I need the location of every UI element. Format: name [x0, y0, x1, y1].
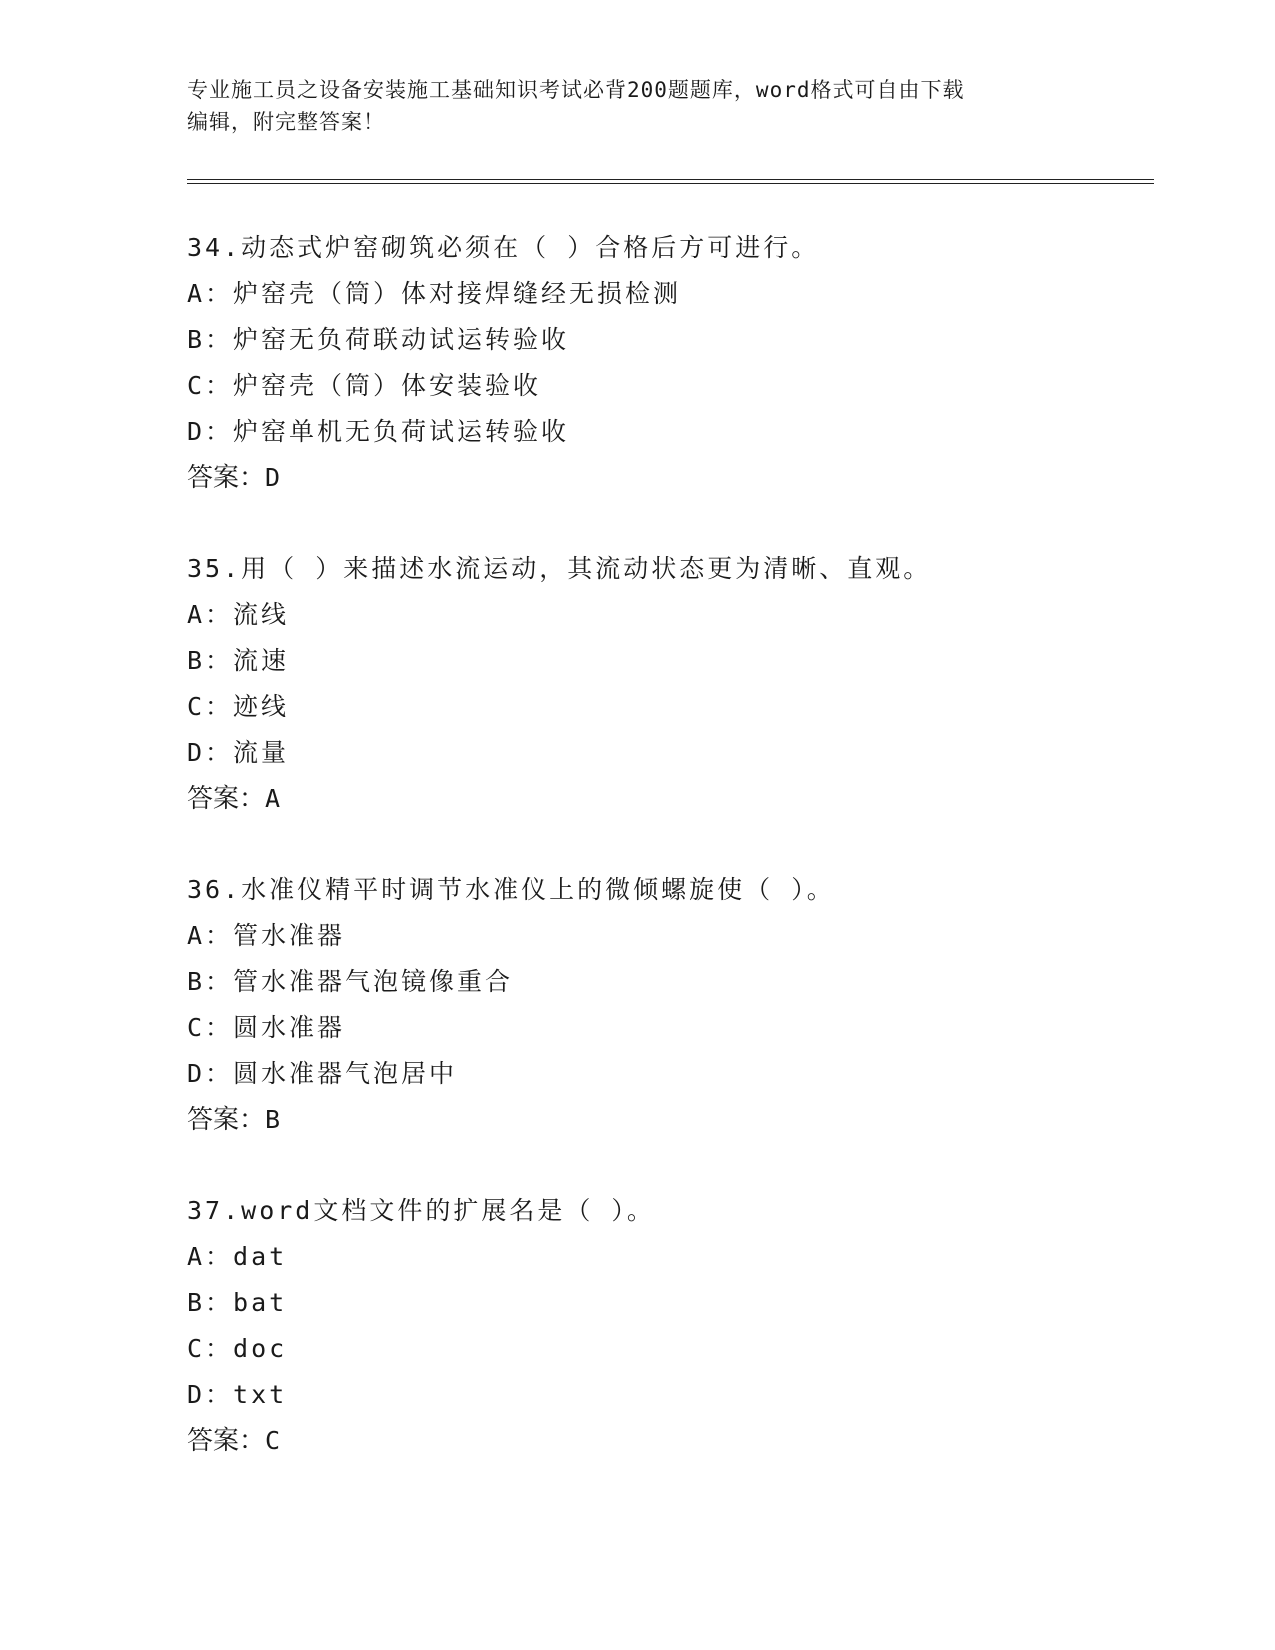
- option-b: B：流速: [187, 646, 290, 675]
- question-stem: 36.水准仪精平时调节水准仪上的微倾螺旋使（ ）。: [187, 875, 835, 904]
- option-d: D：炉窑单机无负荷试运转验收: [187, 417, 570, 446]
- question-stem: 35.用（ ）来描述水流运动，其流动状态更为清晰、直观。: [187, 554, 932, 583]
- header-divider-top: [187, 179, 1154, 180]
- question-35: [187, 546, 1187, 822]
- option-c: C：迹线: [187, 692, 290, 721]
- question-37: [187, 1188, 1187, 1464]
- option-d: D：圆水准器气泡居中: [187, 1059, 458, 1088]
- option-d: D：txt: [187, 1380, 288, 1409]
- document-header: [187, 74, 1087, 138]
- answer-value: A: [265, 784, 281, 813]
- header-divider-bottom: [187, 183, 1154, 184]
- answer-value: D: [265, 463, 281, 492]
- answer-label: 答案：: [187, 463, 266, 493]
- option-a: A：管水准器: [187, 921, 346, 950]
- answer: [187, 455, 1187, 501]
- answer-label: 答案：: [187, 1105, 266, 1135]
- question-36: [187, 867, 1187, 1143]
- answer-value: C: [265, 1426, 281, 1455]
- question-34: [187, 225, 1187, 501]
- option-c: C：圆水准器: [187, 1013, 346, 1042]
- answer-value: B: [265, 1105, 281, 1134]
- option-c: C：炉窑壳（筒）体安装验收: [187, 371, 542, 400]
- answer: [187, 1418, 1187, 1464]
- answer-label: 答案：: [187, 1426, 266, 1456]
- option-b: B：bat: [187, 1288, 288, 1317]
- question-stem: 37.word文档文件的扩展名是（ ）。: [187, 1196, 655, 1225]
- option-b: B：管水准器气泡镜像重合: [187, 967, 514, 996]
- question-stem: 34.动态式炉窑砌筑必须在（ ）合格后方可进行。: [187, 233, 820, 262]
- answer: [187, 1097, 1187, 1143]
- header-line-1: 专业施工员之设备安装施工基础知识考试必背200题题库，word格式可自由下载: [187, 78, 965, 102]
- option-a: A：dat: [187, 1242, 288, 1271]
- option-c: C：doc: [187, 1334, 288, 1363]
- option-a: A：流线: [187, 600, 290, 629]
- answer: [187, 776, 1187, 822]
- option-d: D：流量: [187, 738, 290, 767]
- option-a: A：炉窑壳（筒）体对接焊缝经无损检测: [187, 279, 682, 308]
- option-b: B：炉窑无负荷联动试运转验收: [187, 325, 570, 354]
- answer-label: 答案：: [187, 784, 266, 814]
- header-line-2: 编辑，附完整答案！: [187, 110, 385, 134]
